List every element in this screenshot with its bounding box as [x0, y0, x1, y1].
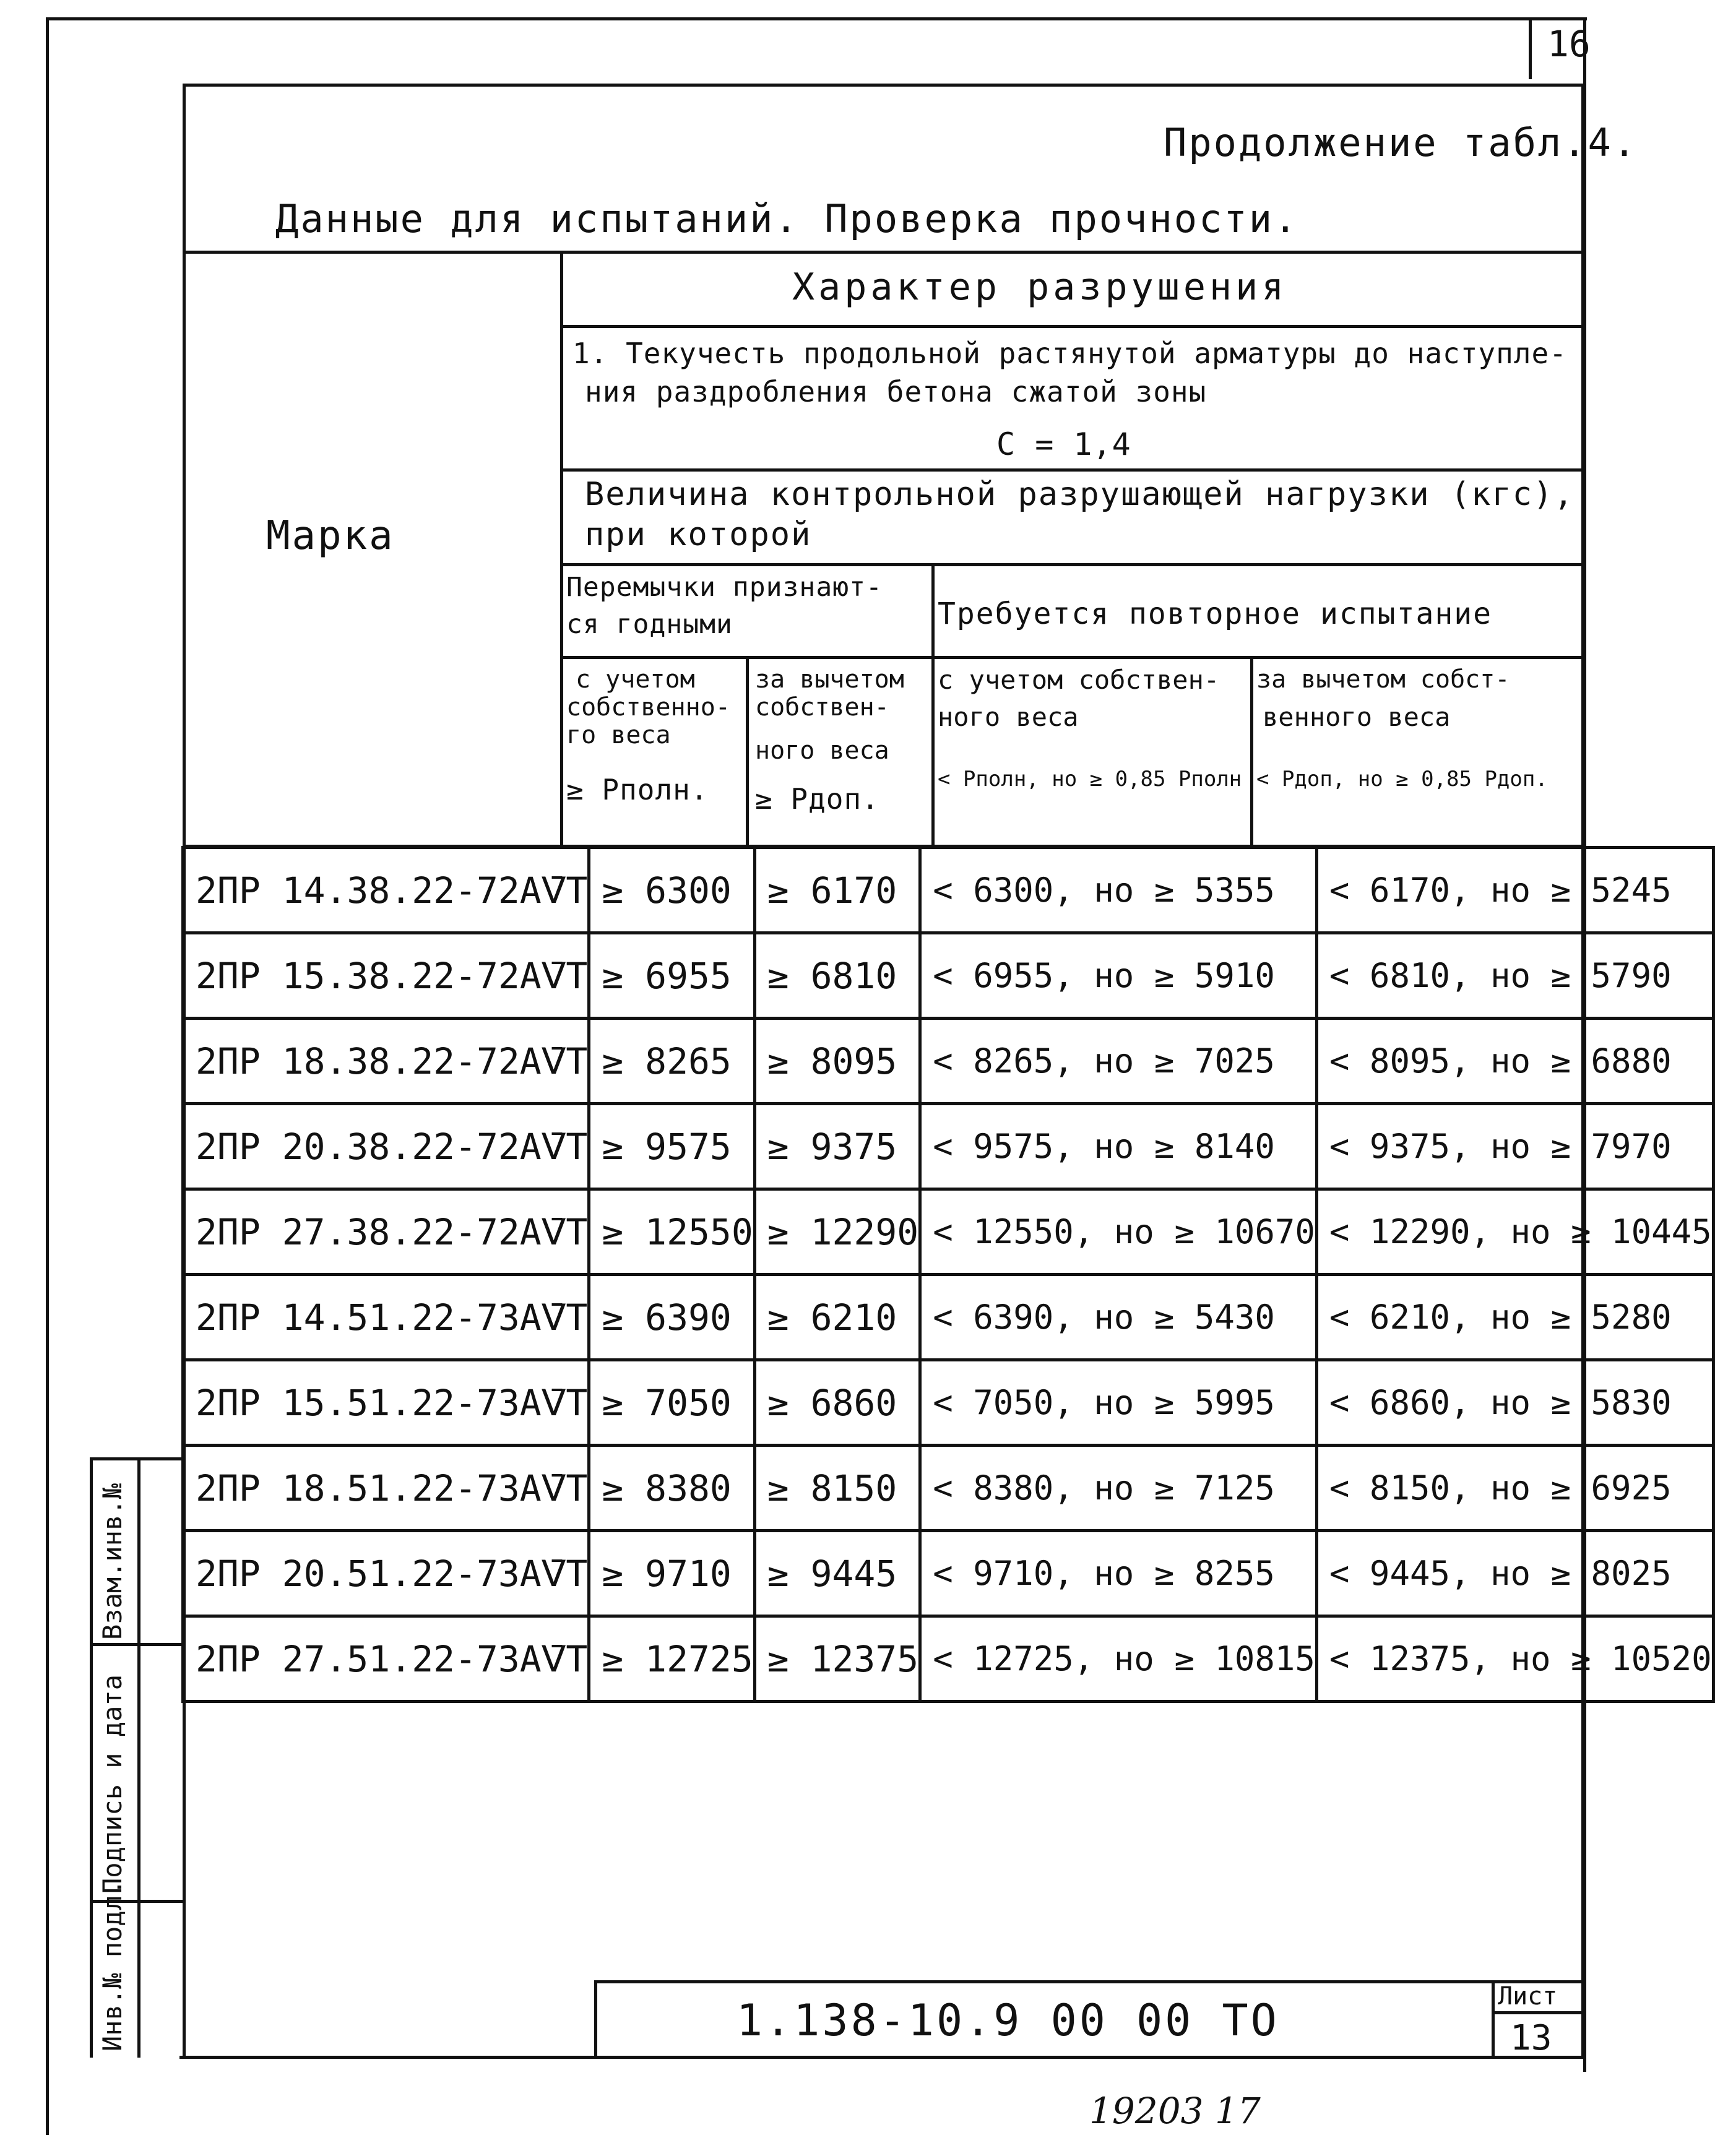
continuation-label: Продолжение табл.4.	[1164, 120, 1638, 165]
value-cell-c1: ≥ 6955	[589, 933, 754, 1019]
value-cell-c4: < 8095, но ≥ 6880	[1316, 1019, 1713, 1104]
page-title: Данные для испытаний. Проверка прочности.	[275, 196, 1299, 241]
accepted-line-2: ся годными	[566, 609, 733, 640]
fracture-character-header: Характер разрушения	[792, 265, 1288, 309]
mark-cell: 2ПР 14.51.22-73АⅤ̄Т	[183, 1275, 589, 1360]
value-cell-c4: < 9445, но ≥ 8025	[1316, 1531, 1713, 1616]
value-cell-c3: < 6300, но ≥ 5355	[920, 848, 1317, 933]
value-cell-c3: < 9710, но ≥ 8255	[920, 1531, 1317, 1616]
data-table	[181, 846, 1715, 1703]
stamp-left-line	[90, 1457, 93, 2058]
value-cell-c3: < 8265, но ≥ 7025	[920, 1019, 1317, 1104]
value-cell-c2: ≥ 6170	[754, 848, 920, 933]
stamp-podpis: Подпись и дата	[97, 1674, 127, 1894]
value-cell-c2: ≥ 6210	[754, 1275, 920, 1360]
header-top-line	[183, 251, 1583, 254]
col1-line-2: собственно-	[566, 693, 730, 722]
frame-top-line	[46, 17, 1587, 20]
title-block-top	[594, 1980, 1583, 1983]
table-row	[183, 1104, 1714, 1189]
list-label: Лист	[1498, 1982, 1558, 2011]
value-cell-c4: < 6170, но ≥ 5245	[1316, 848, 1713, 933]
table-row	[183, 1189, 1714, 1275]
list-number: 13	[1510, 2018, 1552, 2058]
stamp-mid-line	[137, 1457, 140, 2058]
col4-formula: < Pдоп, но ≥ 0,85 Pдоп.	[1256, 767, 1548, 791]
value-cell-c2: ≥ 12290	[754, 1189, 920, 1275]
title-block-list-divider	[1492, 1980, 1495, 2058]
value-cell-c1: ≥ 8265	[589, 1019, 754, 1104]
value-cell-c2: ≥ 9445	[754, 1531, 920, 1616]
mark-cell: 2ПР 18.51.22-73АⅤ̄Т	[183, 1446, 589, 1531]
col3-formula: < Pполн, но ≥ 0,85 Pполн	[938, 767, 1242, 791]
value-cell-c3: < 7050, но ≥ 5995	[920, 1360, 1317, 1446]
value-cell-c2: ≥ 6860	[754, 1360, 920, 1446]
value-cell-c3: < 6390, но ≥ 5430	[920, 1275, 1317, 1360]
value-cell-c1: ≥ 8380	[589, 1446, 754, 1531]
sheet-number-divider	[1529, 17, 1532, 79]
mark-cell: 2ПР 27.51.22-73АⅤ̄Т	[183, 1616, 589, 1702]
stamp-vzam: Взам.инв.№	[97, 1483, 127, 1640]
table-row	[183, 1446, 1714, 1531]
col34-divider	[1250, 656, 1253, 848]
mark-cell: 2ПР 27.38.22-72АⅤ̄Т	[183, 1189, 589, 1275]
table-row	[183, 1531, 1714, 1616]
stamp-line-2	[90, 1643, 183, 1646]
mark-cell: 2ПР 20.51.22-73АⅤ̄Т	[183, 1531, 589, 1616]
mark-cell: 2ПР 14.38.22-72АⅤ̄Т	[183, 848, 589, 933]
header-line-4	[560, 563, 1583, 566]
value-cell-c3: < 9575, но ≥ 8140	[920, 1104, 1317, 1189]
condition-line-2: ния раздробления бетона сжатой зоны	[585, 375, 1207, 408]
col4-line-1: за вычетом собст-	[1256, 665, 1510, 694]
col12-divider	[746, 656, 749, 848]
value-cell-c4: < 9375, но ≥ 7970	[1316, 1104, 1713, 1189]
value-cell-c4: < 6210, но ≥ 5280	[1316, 1275, 1713, 1360]
title-block-left	[594, 1980, 597, 2058]
inner-top-line	[183, 84, 1583, 87]
value-cell-c4: < 12290, но ≥ 10445	[1316, 1189, 1713, 1275]
value-cell-c1: ≥ 7050	[589, 1360, 754, 1446]
header-line-2	[560, 325, 1583, 328]
col4-line-2: венного веса	[1263, 702, 1451, 732]
accepted-line-1: Перемычки признают-	[566, 572, 883, 603]
value-cell-c4: < 8150, но ≥ 6925	[1316, 1446, 1713, 1531]
col1-line-1: с учетом	[576, 665, 695, 694]
value-cell-c2: ≥ 9375	[754, 1104, 920, 1189]
table-row	[183, 1275, 1714, 1360]
stamp-inv: Инв.№ подл.	[97, 1879, 127, 2051]
table-row	[183, 1616, 1714, 1702]
accepted-divider	[931, 563, 935, 848]
value-cell-c1: ≥ 9575	[589, 1104, 754, 1189]
load-line-2: при которой	[585, 516, 812, 553]
mark-cell: 2ПР 15.51.22-73АⅤ̄Т	[183, 1360, 589, 1446]
marka-divider	[560, 251, 563, 848]
value-cell-c1: ≥ 12550	[589, 1189, 754, 1275]
header-line-3	[560, 468, 1583, 472]
value-cell-c3: < 12725, но ≥ 10815	[920, 1616, 1317, 1702]
inner-bottom-line	[179, 2056, 1584, 2059]
header-line-5	[560, 656, 1583, 659]
mark-cell: 2ПР 18.38.22-72АⅤ̄Т	[183, 1019, 589, 1104]
value-cell-c4: < 6860, но ≥ 5830	[1316, 1360, 1713, 1446]
frame-left-line	[46, 19, 49, 2135]
value-cell-c2: ≥ 8150	[754, 1446, 920, 1531]
table-row	[183, 1360, 1714, 1446]
col3-line-1: с учетом собствен-	[938, 665, 1220, 695]
value-cell-c3: < 6955, но ≥ 5910	[920, 933, 1317, 1019]
value-cell-c1: ≥ 6300	[589, 848, 754, 933]
load-line-1: Величина контрольной разрушающей нагрузки (кгс),	[585, 476, 1575, 513]
retest-header: Требуется повторное испытание	[938, 597, 1493, 631]
col1-formula: ≥ Pполн.	[566, 773, 709, 806]
value-cell-c2: ≥ 12375	[754, 1616, 920, 1702]
value-cell-c4: < 6810, но ≥ 5790	[1316, 933, 1713, 1019]
col2-line-2: собствен-	[755, 693, 889, 722]
marka-header: Марка	[266, 513, 395, 559]
col2-formula: ≥ Pдоп.	[755, 782, 879, 816]
value-cell-c1: ≥ 9710	[589, 1531, 754, 1616]
document-code: 1.138-10.9 00 00 ТО	[737, 1995, 1279, 2046]
col3-line-2: ного веса	[938, 702, 1079, 732]
stamp-top-line	[90, 1457, 183, 1460]
value-cell-c4: < 12375, но ≥ 10520	[1316, 1616, 1713, 1702]
table-row	[183, 848, 1714, 933]
col2-line-1: за вычетом	[755, 665, 904, 694]
value-cell-c1: ≥ 12725	[589, 1616, 754, 1702]
table-row	[183, 933, 1714, 1019]
col1-line-3: го веса	[566, 721, 671, 749]
mark-cell: 2ПР 15.38.22-72АⅤ̄Т	[183, 933, 589, 1019]
table-row	[183, 1019, 1714, 1104]
value-cell-c3: < 8380, но ≥ 7125	[920, 1446, 1317, 1531]
condition-line-1: 1. Текучесть продольной растянутой арматуры до наступле-	[572, 337, 1567, 370]
col2-line-3: ного веса	[755, 736, 889, 765]
coefficient-label: C = 1,4	[996, 426, 1131, 462]
value-cell-c2: ≥ 6810	[754, 933, 920, 1019]
bottom-note: 19203 17	[1089, 2090, 1261, 2132]
mark-cell: 2ПР 20.38.22-72АⅤ̄Т	[183, 1104, 589, 1189]
value-cell-c2: ≥ 8095	[754, 1019, 920, 1104]
title-block-list-line	[1492, 2011, 1583, 2014]
value-cell-c1: ≥ 6390	[589, 1275, 754, 1360]
value-cell-c3: < 12550, но ≥ 10670	[920, 1189, 1317, 1275]
sheet-number: 16	[1547, 23, 1591, 65]
